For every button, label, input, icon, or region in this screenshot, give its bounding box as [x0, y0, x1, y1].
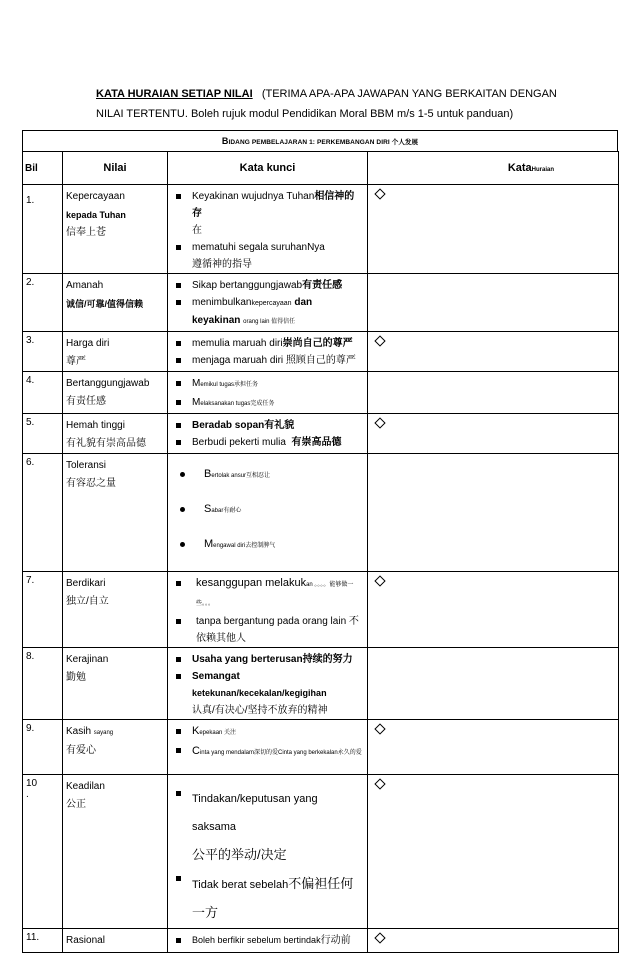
- kunci-text: menjaga maruah diri 照顾自己的尊严: [192, 355, 356, 366]
- kunci-text: elaksanakan tugas完成任务: [200, 401, 275, 407]
- row-nilai: [63, 372, 168, 414]
- kunci-text: B: [204, 468, 212, 480]
- nilai-chinese: 信奉上苍: [66, 227, 106, 238]
- nilai-chinese: 有容忍之量: [66, 478, 116, 489]
- row-kunci: [168, 454, 368, 572]
- row-kata: [368, 648, 619, 720]
- list-item: [174, 870, 363, 928]
- nilai-text: Bertanggungjawab: [66, 378, 150, 389]
- kunci-text: engawal diri去控制脾气: [213, 543, 276, 549]
- kunci-text: Beradab sopan: [192, 420, 265, 431]
- list-item: [174, 277, 363, 294]
- nilai-text: Harga diri: [66, 338, 110, 349]
- row-kata: [368, 720, 619, 775]
- row-kunci: [168, 332, 368, 372]
- kunci-text: ertolak ansur互相忍让: [211, 473, 271, 479]
- list-item: [174, 932, 363, 949]
- row-bil: 6.: [23, 454, 63, 572]
- nilai-chinese: 诚信/可靠/值得信赖: [66, 299, 144, 309]
- kunci-text: 有崇高品德: [291, 437, 342, 448]
- table-row: [23, 454, 619, 572]
- row-kunci: [168, 720, 368, 775]
- row-nilai: [63, 454, 168, 572]
- header-kata-small: Huraian: [531, 167, 554, 173]
- nilai-chinese: 公正: [66, 799, 86, 810]
- bil-text: .: [26, 789, 29, 800]
- table-row: [23, 332, 619, 372]
- table-row: [23, 414, 619, 454]
- nilai-text: Kasih: [66, 726, 92, 737]
- row-kata: [368, 332, 619, 372]
- list-item: [174, 394, 363, 413]
- row-kata: [368, 274, 619, 332]
- nilai-text: Amanah: [66, 280, 104, 291]
- nilai-chinese: 尊严: [66, 356, 86, 367]
- intro-line2: NILAI TERTENTU. Boleh rujuk modul Pendidikan Moral BBM m/s 1-5 untuk panduan): [96, 108, 514, 120]
- list-item: [174, 668, 363, 719]
- diamond-icon: [374, 335, 385, 346]
- kunci-text: Usaha yang berterusan: [192, 654, 303, 665]
- section-title-rest: IDANG PEMBELAJARAN 1: PERKEMBANGAN DIRI 个人发展: [228, 139, 419, 146]
- row-bil: 1.: [23, 185, 63, 274]
- header-bil: Bil: [23, 152, 63, 185]
- list-item: [174, 239, 363, 273]
- section-title: [22, 130, 618, 151]
- list-item: [174, 536, 363, 555]
- nilai-text: Kepercayaan: [66, 191, 125, 202]
- row-bil: 4.: [23, 372, 63, 414]
- nilai-text: Berdikari: [66, 578, 106, 589]
- list-item: [174, 417, 363, 434]
- kunci-text: menimbulkan: [192, 297, 252, 308]
- nilai-chinese: 有礼貌有崇高品德: [66, 438, 146, 449]
- row-nilai: [63, 414, 168, 454]
- nilai-chinese: 勤勉: [66, 672, 86, 683]
- nilai-text: Kerajinan: [66, 654, 109, 665]
- kunci-text: emikul tugas承担任务: [200, 382, 259, 388]
- kunci-text: 有礼貌: [264, 420, 295, 431]
- list-item: [174, 613, 363, 647]
- page-title: KATA HURAIAN SETIAP NILAI: [96, 88, 253, 100]
- kunci-text: 一方: [192, 905, 219, 920]
- bil-text: 10: [26, 778, 38, 789]
- nilai-text: Toleransi: [66, 460, 107, 471]
- row-nilai: [63, 185, 168, 274]
- row-nilai: [63, 274, 168, 332]
- kunci-text: an 。。。。能够做一些。。。: [196, 582, 354, 607]
- row-nilai: [63, 648, 168, 720]
- row-kunci: [168, 185, 368, 274]
- kunci-text: 崇尚自己的尊严: [282, 338, 353, 349]
- kunci-text: K: [192, 725, 200, 737]
- kunci-text: orang lain 值得信任: [243, 319, 296, 325]
- row-bil: 9.: [23, 720, 63, 775]
- kunci-text: epekaan 关注: [199, 730, 237, 736]
- kunci-text: 持续的努力: [302, 654, 353, 665]
- row-nilai: [63, 929, 168, 953]
- list-item: [174, 575, 363, 613]
- header-nilai: Nilai: [63, 152, 168, 185]
- values-table: [22, 151, 619, 953]
- kunci-text: Keyakinan wujudnya Tuhan: [192, 191, 315, 202]
- kunci-text: 在: [192, 225, 202, 236]
- row-nilai: [63, 720, 168, 775]
- diamond-icon: [374, 417, 385, 428]
- list-item: [174, 335, 363, 352]
- kunci-text: C: [192, 745, 200, 757]
- table-row: [23, 929, 619, 953]
- row-kunci: [168, 775, 368, 929]
- row-kunci: [168, 414, 368, 454]
- diamond-icon: [374, 188, 385, 199]
- row-kunci: [168, 274, 368, 332]
- row-nilai: [63, 572, 168, 648]
- table-row: [23, 185, 619, 274]
- row-kata: [368, 372, 619, 414]
- kunci-text: 有责任感: [302, 280, 343, 291]
- kunci-text: Berbudi pekerti mulia: [192, 437, 286, 448]
- kunci-text: ketekunan/kecekalan/kegigihan: [192, 688, 327, 698]
- list-item: [174, 501, 363, 520]
- nilai-chinese: 独立/自立: [66, 596, 109, 607]
- table-row: [23, 775, 619, 929]
- kunci-text: 遵循神的指导: [192, 259, 252, 270]
- kunci-text: Tidak berat sebelah: [192, 879, 289, 891]
- list-item: [174, 434, 363, 451]
- kunci-text: memulia maruah diri: [192, 338, 283, 349]
- kunci-text: kesanggupan melakuk: [196, 577, 307, 589]
- kunci-text: dan: [294, 297, 313, 308]
- table-row: [23, 572, 619, 648]
- nilai-chinese: 有爱心: [66, 745, 96, 756]
- diamond-icon: [374, 932, 385, 943]
- nilai-text: Keadilan: [66, 781, 105, 792]
- row-kunci: [168, 648, 368, 720]
- kunci-text: kepercayaan: [251, 300, 292, 307]
- table-row: [23, 648, 619, 720]
- section-title-cap: B: [221, 136, 229, 146]
- row-bil: 3.: [23, 332, 63, 372]
- kunci-text: 公平的举动/决定: [192, 847, 287, 862]
- intro: [96, 84, 596, 124]
- list-item: [174, 294, 363, 331]
- list-item: [174, 375, 363, 394]
- diamond-icon: [374, 778, 385, 789]
- kunci-text: Sikap bertanggungjawab: [192, 280, 303, 291]
- intro-line1-rest: (TERIMA APA-APA JAWAPAN YANG BERKAITAN DENGAN: [261, 88, 557, 100]
- row-kata: [368, 414, 619, 454]
- row-kata: [368, 454, 619, 572]
- row-kunci: [168, 572, 368, 648]
- row-bil: 8.: [23, 648, 63, 720]
- row-kata: [368, 185, 619, 274]
- header-kunci: Kata kunci: [168, 152, 368, 185]
- list-item: [174, 723, 363, 742]
- kunci-text: inta yang mendalam深切的爱Cinta yang berkekalan永久的爱: [199, 750, 362, 756]
- kunci-text: tanpa bergantung pada orang lain 不: [196, 616, 359, 627]
- row-nilai: [63, 775, 168, 929]
- kunci-text: Tindakan/keputusan yang saksama: [192, 793, 318, 833]
- row-kunci: [168, 929, 368, 953]
- list-item: [174, 352, 363, 369]
- list-item: [174, 466, 363, 485]
- kunci-text: M: [204, 538, 214, 550]
- list-item: [174, 651, 363, 668]
- row-bil: 5.: [23, 414, 63, 454]
- kunci-text: 不偏袒任何: [288, 876, 354, 891]
- nilai-chinese: 有责任感: [66, 396, 106, 407]
- row-bil: 11.: [23, 929, 63, 953]
- nilai-text: Rasional: [66, 935, 105, 946]
- row-kunci: [168, 372, 368, 414]
- kunci-text: abar有耐心: [211, 508, 242, 514]
- table-row: [23, 720, 619, 775]
- list-item: [174, 742, 363, 763]
- kunci-text: mematuhi segala suruhanNya: [192, 242, 325, 253]
- nilai-text-small: sayang: [93, 730, 114, 736]
- row-nilai: [63, 332, 168, 372]
- row-kata: [368, 572, 619, 648]
- header-kata-label: Kata: [507, 162, 532, 174]
- row-bil: 7.: [23, 572, 63, 648]
- values-sheet: [22, 130, 618, 953]
- kunci-text: 依赖其他人: [196, 633, 246, 644]
- list-item: [174, 188, 363, 239]
- kunci-text: Semangat: [192, 671, 240, 682]
- kunci-text: 相信神的存: [192, 191, 355, 219]
- table-row: [23, 372, 619, 414]
- row-bil: 2.: [23, 274, 63, 332]
- kunci-text: 行动前: [320, 935, 351, 946]
- list-item: [174, 785, 363, 870]
- row-kata: [368, 929, 619, 953]
- diamond-icon: [374, 723, 385, 734]
- row-kata: [368, 775, 619, 929]
- table-row: [23, 274, 619, 332]
- diamond-icon: [374, 575, 385, 586]
- nilai-text: kepada Tuhan: [66, 210, 126, 220]
- kunci-text: Boleh berfikir sebelum bertindak: [192, 935, 321, 945]
- kunci-text: keyakinan: [192, 315, 241, 326]
- nilai-text: Hemah tinggi: [66, 420, 125, 431]
- kunci-text: M: [192, 397, 201, 408]
- row-bil: [23, 775, 63, 929]
- header-row: [23, 152, 619, 185]
- kunci-text: 认真/有决心/坚持不放弃的精神: [192, 705, 328, 716]
- kunci-text: S: [204, 503, 212, 515]
- kunci-text: M: [192, 378, 201, 389]
- header-kata: [368, 152, 619, 185]
